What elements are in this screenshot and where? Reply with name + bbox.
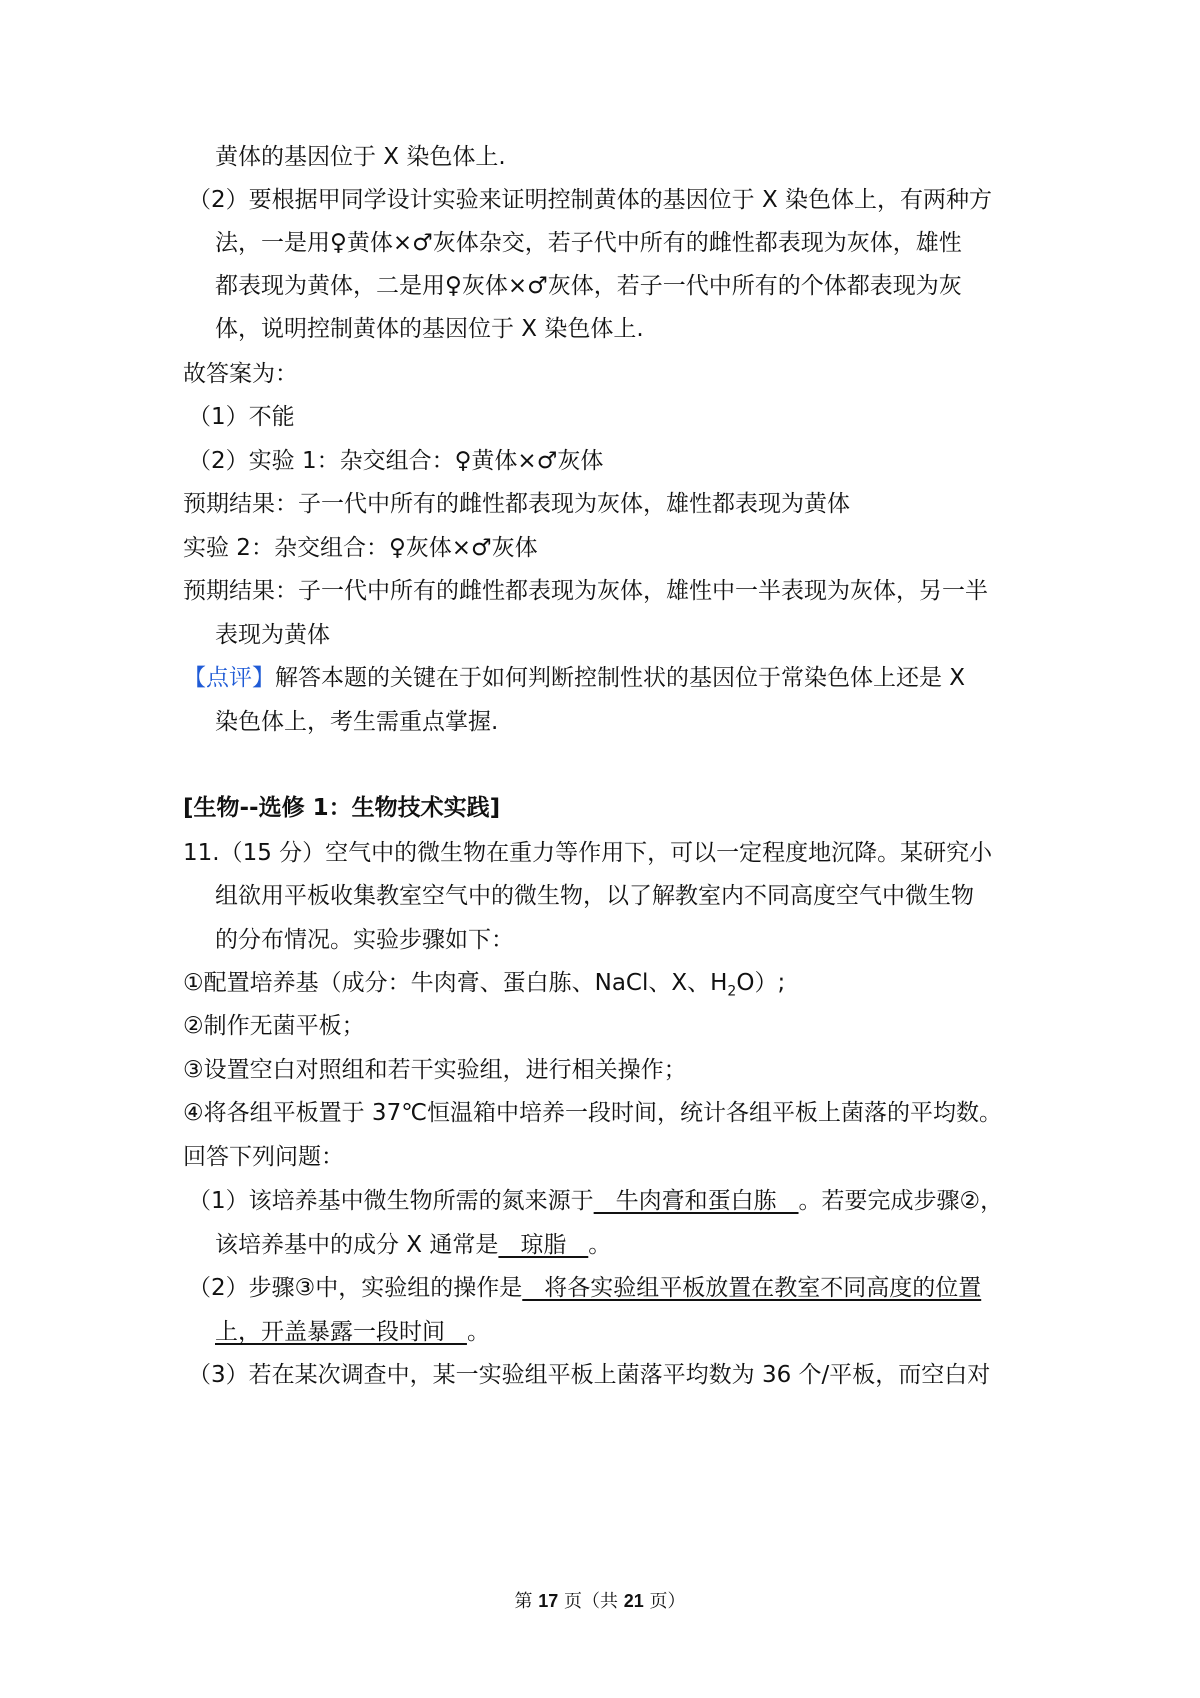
answer-line: 预期结果：子一代中所有的雌性都表现为灰体，雄性中一半表现为灰体，另一半: [183, 578, 988, 604]
subquestion-text: 。若要完成步骤②，: [798, 1188, 1004, 1214]
question-line: 11.（15 分）空气中的微生物在重力等作用下，可以一定程度地沉降。某研究小: [183, 840, 993, 866]
subquestion-text: （1）该培养基中微生物所需的氮来源于: [188, 1188, 594, 1214]
answer-blank: 将各实验组平板放置在教室不同高度的位置: [522, 1275, 982, 1301]
page-number: 17: [538, 1591, 559, 1611]
question-line: 组欲用平板收集教室空气中的微生物，以了解教室内不同高度空气中微生物: [215, 883, 974, 909]
step1-text: ①配置培养基（成分：牛肉膏、蛋白胨、NaCl、X、H: [183, 970, 728, 996]
subquestion-line: [188, 1273, 1028, 1303]
analysis-line: 黄体的基因位于 X 染色体上.: [215, 144, 506, 170]
comment-line: 染色体上，考生需重点掌握.: [215, 709, 499, 735]
answer-line: （1）不能: [188, 404, 295, 430]
subquestion-text: 。: [588, 1232, 612, 1258]
subscript: 2: [727, 983, 737, 1000]
subquestion-line: [215, 1317, 1055, 1347]
answer-line: （2）实验 1：杂交组合：♀黄体×♂灰体: [188, 448, 604, 474]
analysis-line: 都表现为黄体，二是用♀灰体×♂灰体，若子一代中所有的个体都表现为灰: [215, 273, 962, 299]
answer-blank: 上，开盖暴露一段时间: [215, 1319, 467, 1345]
prompt-line: 回答下列问题：: [183, 1144, 344, 1170]
analysis-line: 体，说明控制黄体的基因位于 X 染色体上.: [215, 316, 644, 342]
subquestion-text: 该培养基中的成分 X 通常是: [215, 1232, 499, 1258]
footer-text: 第: [514, 1591, 539, 1612]
comment-text: 解答本题的关键在于如何判断控制性状的基因位于常染色体上还是 X: [275, 665, 966, 691]
step-line: ④将各组平板置于 37℃恒温箱中培养一段时间，统计各组平板上菌落的平均数。: [183, 1100, 1003, 1126]
subquestion-line: [215, 1230, 1055, 1260]
subquestion-text: （2）步骤③中，实验组的操作是: [188, 1275, 523, 1301]
answer-line: 预期结果：子一代中所有的雌性都表现为灰体，雄性都表现为黄体: [183, 491, 850, 517]
answer-line: 表现为黄体: [215, 622, 330, 648]
comment-line: [183, 663, 1023, 693]
subquestion-line: （3）若在某次调查中，某一实验组平板上菌落平均数为 36 个/平板，而空白对: [188, 1362, 991, 1388]
step-line: ②制作无菌平板；: [183, 1013, 365, 1039]
analysis-line: （2）要根据甲同学设计实验来证明控制黄体的基因位于 X 染色体上，有两种方: [188, 187, 993, 213]
step-line: [183, 968, 1023, 1007]
answer-heading: 故答案为：: [183, 361, 298, 387]
answer-blank: 牛肉膏和蛋白胨: [593, 1188, 799, 1214]
step1-text-end: O）;: [736, 970, 786, 996]
page-total: 21: [623, 1591, 644, 1611]
analysis-line: 法，一是用♀黄体×♂灰体杂交，若子代中所有的雌性都表现为灰体，雄性: [215, 230, 962, 256]
subquestion-text: 。: [466, 1319, 490, 1345]
page-footer: [0, 1587, 1200, 1613]
answer-line: 实验 2：杂交组合：♀灰体×♂灰体: [183, 535, 538, 561]
section-title: [生物--选修 1：生物技术实践]: [183, 795, 501, 821]
step-line: ③设置空白对照组和若干实验组，进行相关操作；: [183, 1057, 687, 1083]
answer-blank: 琼脂: [498, 1232, 589, 1258]
comment-tag: 【点评】: [183, 665, 275, 691]
footer-text: 页）: [643, 1591, 686, 1612]
subquestion-line: [188, 1186, 1028, 1216]
footer-text: 页（共: [558, 1591, 624, 1612]
question-line: 的分布情况。实验步骤如下：: [215, 927, 514, 953]
